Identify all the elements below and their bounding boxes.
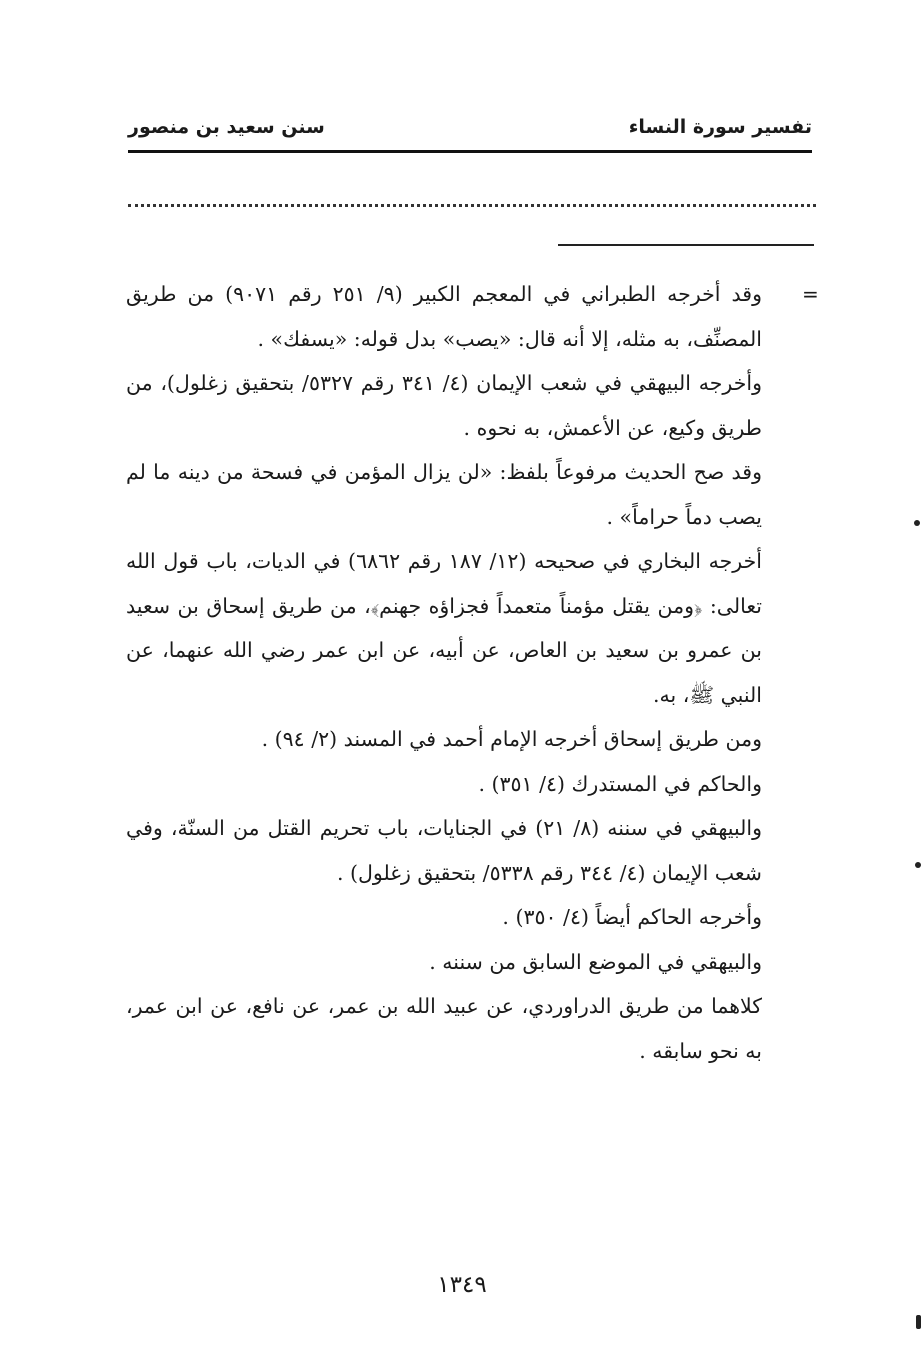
header-book-title: سنن سعيد بن منصور [128, 116, 325, 138]
paragraph-bukhari: أخرجه البخاري في صحيحه (١٢/ ١٨٧ رقم ٦٨٦٢) في الديات، باب قول الله تعالى: ﴿ومن يقتل مؤمناً متعمداً فجزاؤه جهنم﴾، من طريق إسحاق بن سعيد بن عمرو بن سعيد بن العاص، عن أبيه، عن ابن عمر رضي الله عنهما، عن النبي ﷺ، به. [126, 549, 762, 707]
paragraph-ahmad: ومن طريق إسحاق أخرجه الإمام أحمد في المسند (٢/ ٩٤) . [261, 727, 762, 751]
footnote-separator [558, 244, 814, 246]
paragraph-bayhaqi-again: والبيهقي في الموضع السابق من سننه . [429, 949, 762, 974]
margin-mark [914, 520, 920, 526]
dotted-separator [128, 204, 816, 207]
paragraph-bayhaqi-shuab: وأخرجه البيهقي في شعب الإيمان (٤/ ٣٤١ رقم ٥٣٢٧/ بتحقيق زغلول)، من طريق وكيع، عن الأعمش، به نحوه . [126, 371, 762, 440]
header-rule [128, 150, 812, 153]
paragraph-darawardi: كلاهما من طريق الدراوردي، عن عبيد الله بن عمر، عن نافع، عن ابن عمر، به نحو سابقه . [126, 994, 762, 1063]
paragraph-hakim: والحاكم في المستدرك (٤/ ٣٥١) . [478, 771, 762, 796]
paragraph-bayhaqi-sunan: والبيهقي في سننه (٨/ ٢١) في الجنايات، باب تحريم القتل من السنّة، وفي شعب الإيمان (٤/ ٣٤٤ رقم ٥٣٣٨/ بتحقيق زغلول) . [126, 816, 762, 885]
margin-mark [916, 1315, 921, 1329]
paragraph-tabarani: وقد أخرجه الطبراني في المعجم الكبير (٩/ ٢٥١ رقم ٩٠٧١) من طريق المصنِّف، به مثله، إلا أنه قال: «يصب» بدل قوله: «يسفك» . [126, 282, 762, 351]
margin-mark [915, 862, 921, 868]
page-number: ١٣٤٩ [437, 1272, 487, 1298]
header-surah-title: تفسير سورة النساء [628, 116, 812, 138]
running-header [128, 112, 812, 142]
continuation-mark: = [802, 282, 819, 306]
paragraph-hakim-again: وأخرجه الحاكم أيضاً (٤/ ٣٥٠) . [502, 905, 762, 929]
paragraph-marfu-hadith: وقد صح الحديث مرفوعاً بلفظ: «لن يزال المؤمن في فسحة من دينه ما لم يصب دماً حراماً» . [126, 460, 762, 529]
footnote-body [126, 272, 762, 1073]
